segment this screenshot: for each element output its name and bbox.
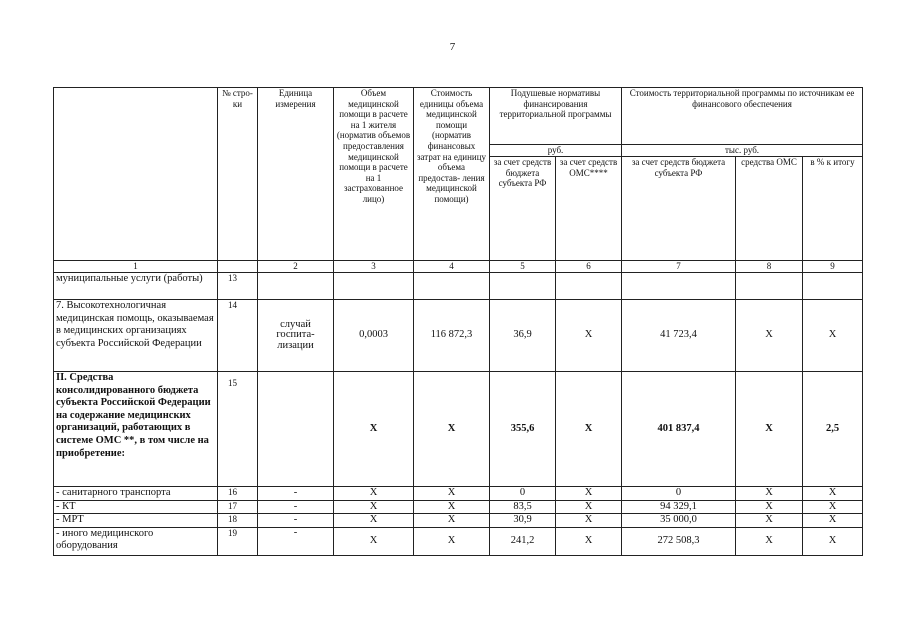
cell-cost-budget: 272 508,3 <box>622 527 736 555</box>
table-row <box>54 273 863 300</box>
row-name: - санитарного транспорта <box>54 487 218 501</box>
column-number: 9 <box>803 261 863 273</box>
row-name: муниципальные услуги (работы) <box>54 273 218 300</box>
header-cost-oms: средства ОМС <box>736 157 803 261</box>
row-name: - КТ <box>54 500 218 514</box>
cell-unit-cost: X <box>414 514 490 528</box>
cell-unit-cost <box>414 273 490 300</box>
row-name: II. Средства консолидированного бюджета субъекта Российской Федерации на содержание медицинских организаций, работающих в системе ОМС **, в том числе на приобретение: <box>54 372 218 487</box>
cell-volume <box>334 273 414 300</box>
cell-unit-cost: X <box>414 527 490 555</box>
header-row-no: № стро- ки <box>218 88 258 261</box>
column-number: 5 <box>490 261 556 273</box>
row-name: 7. Высокотехнологичная медицинская помощь, оказываемая в медицинских организациях субъекта Российской Федерации <box>54 300 218 372</box>
header-program-cost-unit: тыс. руб. <box>622 145 863 157</box>
cell-volume: X <box>334 514 414 528</box>
header-cost-percent: в % к итогу <box>803 157 863 261</box>
cell-per-capita-budget: 355,6 <box>490 372 556 487</box>
cell-cost-budget: 401 837,4 <box>622 372 736 487</box>
cell-per-capita-budget: 36,9 <box>490 300 556 372</box>
table-row <box>54 514 863 528</box>
header-per-capita-oms: за счет средств ОМС**** <box>556 157 622 261</box>
cell-unit: случай госпита- лизации <box>258 300 334 372</box>
cell-cost-percent <box>803 273 863 300</box>
cell-volume: X <box>334 372 414 487</box>
cell-cost-oms: X <box>736 372 803 487</box>
cell-cost-percent: X <box>803 500 863 514</box>
cell-volume: X <box>334 487 414 501</box>
row-name: - МРТ <box>54 514 218 528</box>
cell-cost-oms: X <box>736 527 803 555</box>
cell-per-capita-budget: 241,2 <box>490 527 556 555</box>
header-program-cost: Стоимость территориальной программы по источникам ее финансового обеспечения <box>622 88 863 145</box>
cell-cost-percent: X <box>803 300 863 372</box>
cell-cost-budget: 35 000,0 <box>622 514 736 528</box>
cell-unit: - <box>258 500 334 514</box>
column-number: 1 <box>54 261 218 273</box>
cell-per-capita-oms <box>556 273 622 300</box>
table-row <box>54 300 863 372</box>
cell-volume: 0,0003 <box>334 300 414 372</box>
cell-per-capita-oms: X <box>556 372 622 487</box>
table-row <box>54 372 863 487</box>
row-number: 14 <box>218 300 258 372</box>
table-row <box>54 487 863 501</box>
cell-unit-cost: X <box>414 500 490 514</box>
cell-per-capita-budget <box>490 273 556 300</box>
header-unit-cost: Стоимость единицы объема медицинской помощи (норматив финансовых затрат на единицу объема предостав- ления медицинской помощи) <box>414 88 490 261</box>
financing-table <box>53 87 863 556</box>
header-per-capita: Подушевые нормативы финансирования территориальной программы <box>490 88 622 145</box>
header-unit: Единица измерения <box>258 88 334 261</box>
cell-cost-percent: X <box>803 514 863 528</box>
row-number: 19 <box>218 527 258 555</box>
cell-per-capita-oms: X <box>556 527 622 555</box>
page-number: 7 <box>449 41 456 53</box>
cell-per-capita-oms: X <box>556 300 622 372</box>
cell-per-capita-oms: X <box>556 487 622 501</box>
header-per-capita-budget: за счет средств бюджета субъекта РФ <box>490 157 556 261</box>
column-number: 2 <box>258 261 334 273</box>
cell-per-capita-budget: 0 <box>490 487 556 501</box>
cell-cost-budget: 94 329,1 <box>622 500 736 514</box>
cell-unit-cost: X <box>414 487 490 501</box>
row-number: 15 <box>218 372 258 487</box>
cell-cost-percent: X <box>803 527 863 555</box>
cell-unit-cost: 116 872,3 <box>414 300 490 372</box>
cell-unit: - <box>258 487 334 501</box>
column-number: 8 <box>736 261 803 273</box>
cell-volume: X <box>334 527 414 555</box>
cell-unit: - <box>258 527 334 555</box>
cell-cost-budget <box>622 273 736 300</box>
column-number: 6 <box>556 261 622 273</box>
row-name: - иного медицинского оборудования <box>54 527 218 555</box>
cell-cost-percent: X <box>803 487 863 501</box>
row-number: 17 <box>218 500 258 514</box>
row-number: 13 <box>218 273 258 300</box>
cell-cost-percent: 2,5 <box>803 372 863 487</box>
cell-per-capita-oms: X <box>556 500 622 514</box>
header-per-capita-unit: руб. <box>490 145 622 157</box>
cell-per-capita-oms: X <box>556 514 622 528</box>
cell-unit: - <box>258 514 334 528</box>
cell-unit-cost: X <box>414 372 490 487</box>
cell-cost-budget: 41 723,4 <box>622 300 736 372</box>
column-number: 3 <box>334 261 414 273</box>
cell-cost-oms: X <box>736 514 803 528</box>
row-number: 16 <box>218 487 258 501</box>
table-row <box>54 527 863 555</box>
table-row <box>54 500 863 514</box>
cell-cost-oms: X <box>736 300 803 372</box>
header-cost-budget: за счет средств бюджета субъекта РФ <box>622 157 736 261</box>
cell-unit <box>258 273 334 300</box>
cell-cost-oms: X <box>736 500 803 514</box>
column-number-blank <box>218 261 258 273</box>
cell-unit <box>258 372 334 487</box>
column-number: 4 <box>414 261 490 273</box>
column-number: 7 <box>622 261 736 273</box>
header-volume: Объем медицинской помощи в расчете на 1 жителя (норматив объемов предоставления медицинской помощи в расчете на 1 застрахованное лицо) <box>334 88 414 261</box>
header-empty-cell <box>54 88 218 261</box>
cell-cost-oms <box>736 273 803 300</box>
cell-cost-budget: 0 <box>622 487 736 501</box>
cell-per-capita-budget: 30,9 <box>490 514 556 528</box>
cell-per-capita-budget: 83,5 <box>490 500 556 514</box>
cell-cost-oms: X <box>736 487 803 501</box>
cell-volume: X <box>334 500 414 514</box>
column-number-row <box>54 261 863 273</box>
row-number: 18 <box>218 514 258 528</box>
